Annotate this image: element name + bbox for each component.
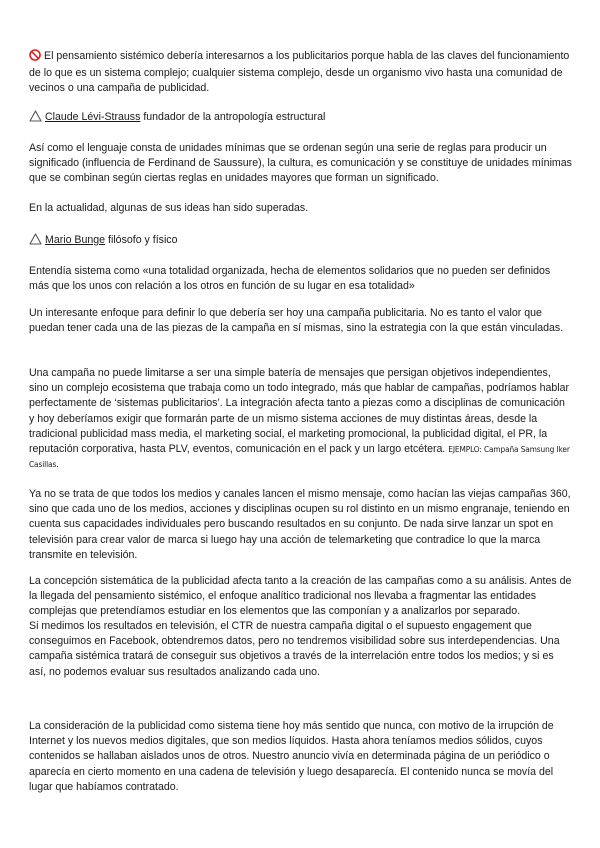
author-link-levi-strauss[interactable]: Claude Lévi-Strauss: [45, 111, 141, 123]
paragraph-medios-canales: Ya no se trata de que todos los medios y canales lancen el mismo mensaje, como hacían las viejas campañas 360, sino que cada uno de los medios, acciones y disciplinas ocupen su rol distinto en un mismo engranaje, teniendo en cuenta sus capacidades individuales pero buscando resultados en su conjunto. De nada sirve lanzar un spot en televisión para crear valor de marca si luego hay una acción de telemarketing que contradice lo que la marca transmite en televisión.: [29, 488, 571, 561]
intro-paragraph: El pensamiento sistémico debería interesarnos a los publicitarios porque habla de las claves del funcionamiento de lo que es un sistema complejo; cualquier sistema complejo, desde un organismo vivo hasta una comunidad de vecinos o una campaña de publicidad.: [29, 50, 570, 95]
warning-triangle-icon: [29, 233, 42, 250]
paragraph-sistema-definicion: Entendía sistema como «una totalidad organizada, hecha de elementos solidarios que no pueden ser definidos más que los unos con relación a los otros en función de su lugar en esa totalidad»: [29, 265, 551, 293]
paragraph-concepcion-sistematica: La concepción sistemática de la publicidad afecta tanto a la creación de las campañas como a su análisis. Antes de la llegada del pensamiento sistémico, el enfoque analítico tradicional nos llevaba a fragmentar las entidades complejas que pretendíamos estudiar en los elementos que las componían y a analizarlos por separado.: [29, 575, 572, 618]
author-link-bunge[interactable]: Mario Bunge: [45, 234, 106, 246]
author-line-bunge: Mario Bunge filósofo y físico: [29, 233, 573, 250]
paragraph-language: Así como el lenguaje consta de unidades mínimas que se ordenan según una serie de reglas para producir un significado (influencia de Ferdinand de Saussure), la cultura, es comunicación y se constituye de unidades mínimas que se combinan según ciertas reglas en unidades mayores que forman un significado.: [29, 142, 572, 185]
paragraph-medios-liquidos: La consideración de la publicidad como sistema tiene hoy más sentido que nunca, con motivo de la irrupción de Internet y los nuevos medios digitales, que son medios líquidos. Hasta ahora teníamos medios sólidos, cuyos contenidos se hallaban aislados unos de otros. Nuestro anuncio vivía en determinada página de un periódico o aparecía en cierto momento en una cadena de televisión y luego desaparecía. El contenido nunca se movía del lugar que habíamos contratado.: [29, 720, 554, 793]
paragraph-enfoque: Un interesante enfoque para definir lo que debería ser hoy una campaña publicitaria. No es tanto el valor que puedan tener cada una de las piezas de la campaña en sí mismas, sino la estrategia con la que están vinculadas.: [29, 307, 564, 335]
paragraph-actualidad: En la actualidad, algunas de sus ideas han sido superadas.: [29, 202, 309, 214]
example-note: EJEMPLO: Campaña Samsung Iker Casillas.: [29, 444, 570, 470]
warning-triangle-icon: [29, 110, 42, 127]
prohibited-icon: [29, 49, 41, 66]
author-line-levi-strauss: Claude Lévi-Strauss fundador de la antropología estructural: [29, 110, 573, 127]
paragraph-campana-ecosistema: Una campaña no puede limitarse a ser una simple batería de mensajes que persigan objetivos independientes, sino un complejo ecosistema que trabaja como un todo integrado, más que hablar de campañas, podríamos hablar perfectamente de ‘sistemas publicitarios’. La integración afecta tanto a piezas como a disciplinas de comunicación y hoy deberíamos exigir que formarán parte de un mismo sistema acciones de muy distintas áreas, desde la tradicional publicidad mass media, el marketing social, el marketing promocional, la publicidad digital, el PR, la reputación corporativa, hasta PLV, eventos, comunicación en el pack y un largo etcétera. EJEMPLO: Campaña Samsung Iker Casillas.: [29, 367, 570, 470]
paragraph-resultados: Si medimos los resultados en televisión, el CTR de nuestra campaña digital o el supuesto engagement que conseguimos en Facebook, obtendremos datos, pero no tendremos visibilidad sobre sus interdependencias. Una campaña sistémica tratará de conseguir sus objetivos a través de la interrelación entre todos los medios; y si es así, no podemos evaluar sus resultados analizando cada uno.: [29, 620, 560, 678]
